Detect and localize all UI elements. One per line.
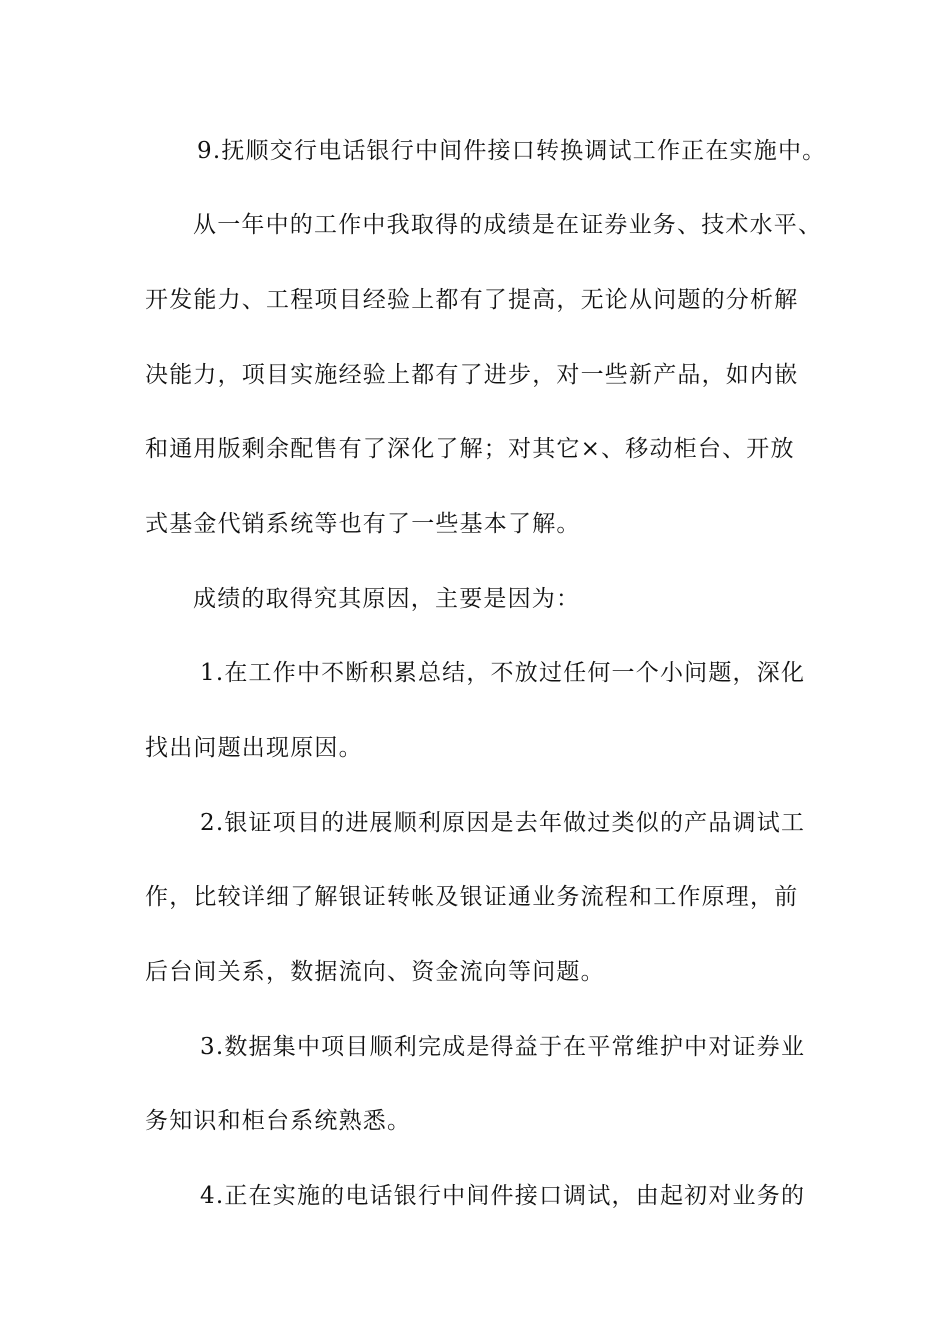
text-line: 和通用版剩余配售有了深化了解；对其它×、移动柜台、开放	[145, 436, 795, 462]
text-line: 开发能力、工程项目经验上都有了提高，无论从问题的分析解	[145, 287, 799, 313]
text-line: 后台间关系，数据流向、资金流向等问题。	[145, 959, 605, 985]
text-line: 决能力，项目实施经验上都有了进步，对一些新产品，如内嵌	[145, 362, 799, 388]
text-line: 务知识和柜台系统熟悉。	[145, 1108, 412, 1134]
text-line: 作，比较详细了解银证转帐及银证通业务流程和工作原理，前	[145, 884, 799, 910]
text-line: 4.正在实施的电话银行中间件接口调试，由起初对业务的	[200, 1183, 806, 1209]
text-line: 式基金代销系统等也有了一些基本了解。	[145, 511, 581, 537]
text-line: 1.在工作中不断积累总结，不放过任何一个小问题，深化	[200, 660, 806, 686]
text-line: 3.数据集中项目顺利完成是得益于在平常维护中对证券业	[200, 1034, 806, 1060]
text-line: 从一年中的工作中我取得的成绩是在证券业务、技术水平、	[193, 212, 823, 238]
text-line: 9.抚顺交行电话银行中间件接口转换调试工作正在实施中。	[197, 138, 827, 164]
text-line: 找出问题出现原因。	[145, 735, 363, 761]
text-line: 2.银证项目的进展顺利原因是去年做过类似的产品调试工	[200, 810, 806, 836]
text-line: 成绩的取得究其原因，主要是因为：	[193, 586, 581, 612]
